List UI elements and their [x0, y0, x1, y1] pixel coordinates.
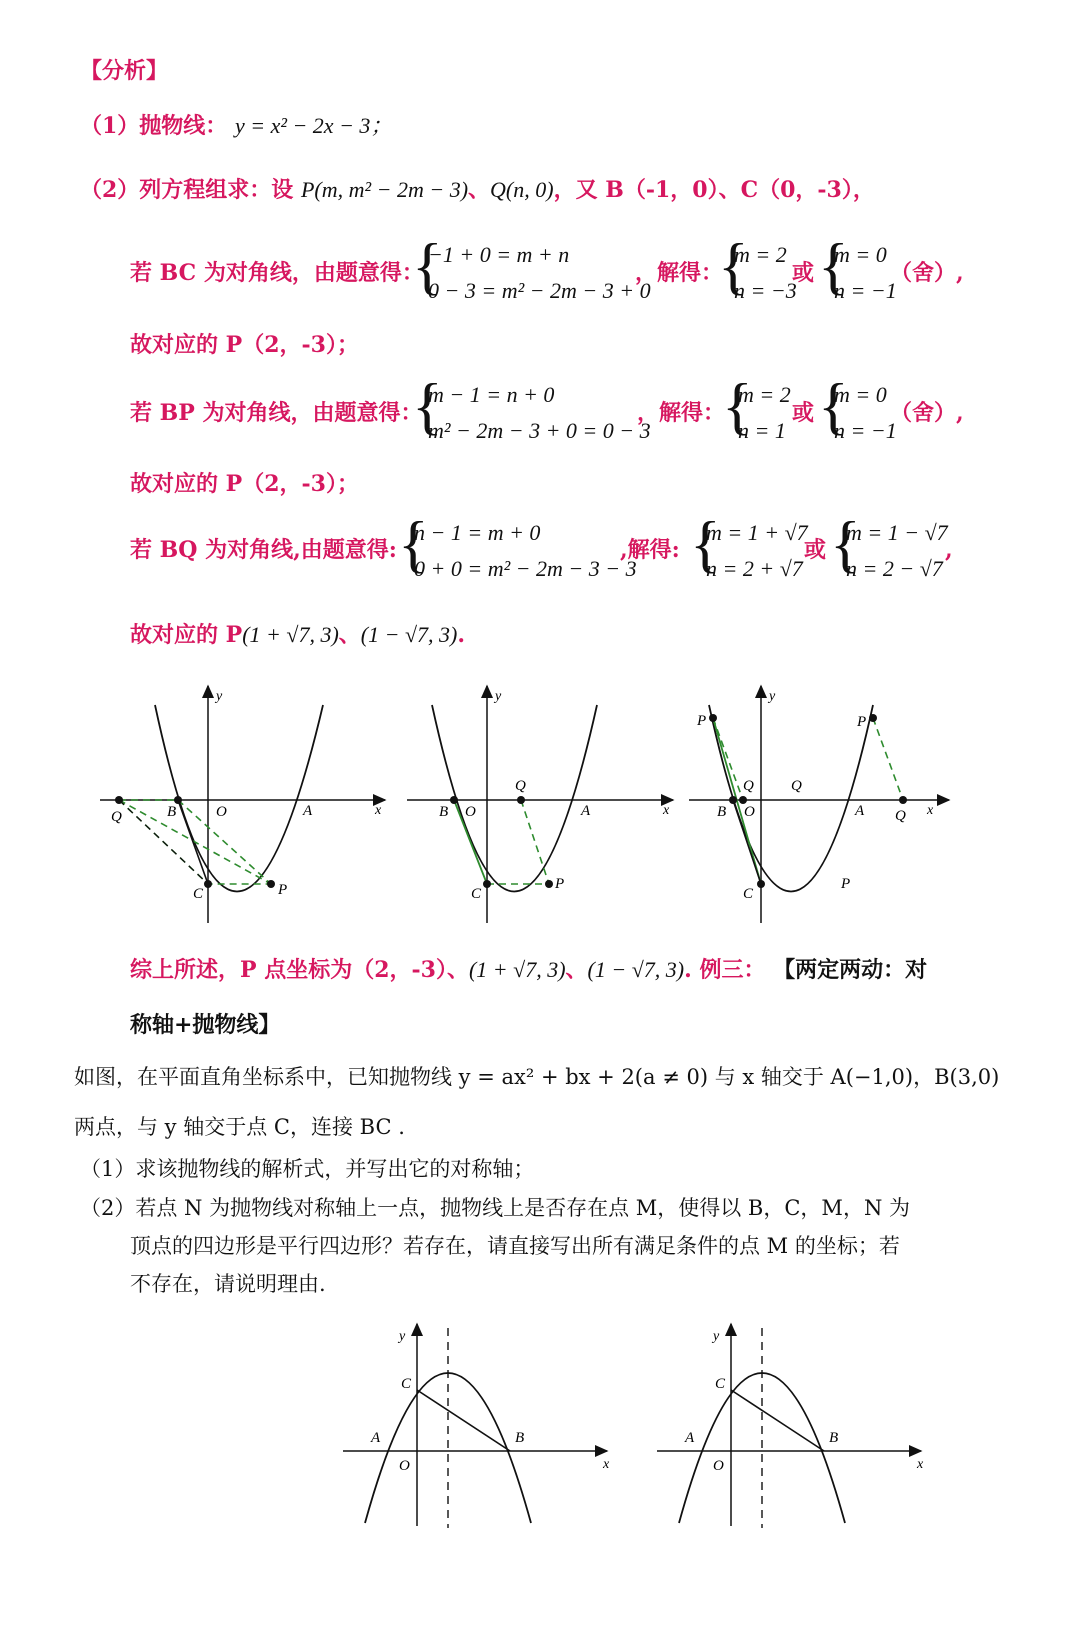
- label-q: Q: [111, 809, 122, 825]
- case-bp-sol2b: n = −1: [834, 418, 897, 443]
- case-bp-reject: （舍）,: [890, 400, 964, 426]
- case-bq-result-end: .: [457, 622, 466, 648]
- part2-sep: 、: [468, 177, 491, 203]
- part1-formula: y = x² − 2x − 3；: [234, 113, 393, 138]
- analysis-header: 【分析】: [80, 58, 169, 84]
- problem-q2-line1: （2）若点 N 为抛物线对称轴上一点，抛物线上是否存在点 M，使得以 B，C，M，N 为: [80, 1196, 910, 1220]
- label-b: B: [167, 804, 177, 820]
- problem-figures: [335, 1318, 955, 1533]
- case-bp-solve: ，解得：: [637, 400, 726, 426]
- green-dashed-lines: [119, 800, 271, 884]
- label-p: P: [555, 876, 565, 892]
- label-x: x: [927, 803, 934, 818]
- point-q2: [899, 796, 907, 804]
- case-bq-eq2: 0 + 0 = m² − 2m − 3 − 3: [414, 556, 637, 581]
- case-bq-eq1: n − 1 = m + 0: [414, 520, 541, 545]
- case-bq-sol2a: m = 1 − √7: [846, 520, 948, 545]
- label-p: P: [278, 882, 288, 898]
- case-bq-sol1a: m = 1 + √7: [706, 520, 808, 545]
- label-o: O: [465, 804, 476, 820]
- label-q2: Q: [895, 808, 906, 824]
- label-q-mid: Q: [791, 778, 802, 794]
- segment-bc: [731, 1390, 824, 1451]
- label-c: C: [193, 886, 204, 902]
- brace-icon: {: [718, 230, 749, 301]
- label-o: O: [216, 804, 227, 820]
- summary-p2: (1 − √7, 3): [587, 957, 685, 982]
- brace-icon: {: [398, 508, 429, 579]
- case-bc-result: 故对应的 P（2，-3）；: [130, 332, 359, 358]
- label-b: B: [439, 804, 449, 820]
- case-bq-result: [130, 622, 465, 648]
- label-a: A: [581, 803, 591, 819]
- case-bp-eq2: m² − 2m − 3 + 0 = 0 − 3: [428, 418, 651, 443]
- case-bq-result-p1: (1 + √7, 3): [242, 622, 339, 647]
- case-bq-solution1: [690, 508, 810, 588]
- label-b: B: [829, 1430, 839, 1446]
- label-c: C: [743, 886, 754, 902]
- label-a: A: [371, 1430, 381, 1446]
- case-bc-eq1: −1 + 0 = m + n: [428, 242, 570, 267]
- case-bq-solve: ,解得:: [620, 537, 680, 563]
- case-bp-system: [412, 370, 651, 450]
- label-o: O: [744, 804, 755, 820]
- case-bc-prefix: 若 BC 为对角线，由题意得：: [130, 260, 424, 286]
- example-tag-line2: 称轴+抛物线】: [130, 1012, 281, 1038]
- label-a: A: [685, 1430, 695, 1446]
- summary-line: [130, 957, 927, 983]
- point-c: [204, 880, 212, 888]
- label-y: y: [216, 689, 223, 704]
- case-bc-or: 或: [792, 260, 815, 286]
- label-o: O: [713, 1458, 724, 1474]
- case-bp-eq1: m − 1 = n + 0: [428, 382, 555, 407]
- label-x: x: [375, 803, 382, 818]
- case-bp-sol2a: m = 0: [834, 382, 887, 407]
- case-bp-sol1b: n = 1: [738, 418, 786, 443]
- case-bp-sol1a: m = 2: [738, 382, 791, 407]
- label-y: y: [399, 1329, 406, 1344]
- label-c: C: [471, 886, 482, 902]
- graph-bc-diagonal: [100, 686, 385, 923]
- point-q: [115, 796, 123, 804]
- brace-icon: {: [412, 230, 443, 301]
- point-p: [545, 880, 553, 888]
- case-bq-or: 或: [804, 537, 827, 563]
- part2-rest: ，又 B（-1，0）、C（0，-3），: [553, 177, 875, 203]
- brace-icon: {: [818, 370, 849, 441]
- summary-end: .: [684, 957, 692, 983]
- case-bp-result: 故对应的 P（2，-3）；: [130, 471, 359, 497]
- problem-figure-right: [657, 1324, 924, 1528]
- label-x: x: [603, 1457, 610, 1472]
- part2-point-q: Q(n, 0): [490, 177, 554, 202]
- label-y: y: [769, 689, 776, 704]
- part2-label: （2）列方程组求：设: [80, 177, 294, 203]
- example-label: 例三：: [699, 957, 766, 983]
- case-bp-or: 或: [792, 400, 815, 426]
- label-p3: P: [841, 876, 851, 892]
- case-bp-solution1: [722, 370, 802, 450]
- case-bq-system: [398, 508, 637, 588]
- label-x: x: [917, 1457, 924, 1472]
- point-b: [174, 796, 182, 804]
- label-p2: P: [857, 714, 867, 730]
- segment-bc: [178, 800, 208, 884]
- case-bc-sol2b: n = −1: [834, 278, 897, 303]
- case-bq-prefix: 若 BQ 为对角线,由题意得:: [130, 537, 397, 563]
- analysis-graphs: [95, 678, 965, 933]
- label-c: C: [401, 1376, 412, 1392]
- point-p1: [709, 714, 717, 722]
- graph-bp-diagonal: [407, 686, 673, 923]
- case-bc-reject: （舍）,: [890, 260, 964, 286]
- point-c: [483, 880, 491, 888]
- summary-prefix: 综上所述，P 点坐标为（2，-3）、: [130, 957, 469, 983]
- brace-icon: {: [690, 508, 721, 579]
- case-bq-sol1b: n = 2 + √7: [706, 556, 803, 581]
- label-q: Q: [515, 778, 526, 794]
- part1-line: [80, 113, 392, 139]
- case-bc-sol1a: m = 2: [734, 242, 787, 267]
- part1-label: （1）抛物线：: [80, 113, 228, 139]
- case-bq-solution2: [830, 508, 950, 588]
- case-bc-sol1b: n = −3: [734, 278, 797, 303]
- point-b: [729, 796, 737, 804]
- green-dashed-lines: [713, 718, 903, 800]
- green-dashed-lines: [487, 800, 549, 884]
- label-y: y: [495, 689, 502, 704]
- case-bq-result-prefix: 故对应的 P: [130, 622, 243, 648]
- case-bq-tail: ,: [945, 537, 953, 563]
- problem-line2: 两点，与 y 轴交于点 C，连接 BC .: [74, 1115, 405, 1139]
- problem-q2-line2: 顶点的四边形是平行四边形？若存在，请直接写出所有满足条件的点 M 的坐标；若: [130, 1234, 900, 1258]
- label-a: A: [303, 803, 313, 819]
- case-bc-system: [412, 230, 651, 310]
- label-c: C: [715, 1376, 726, 1392]
- point-b: [450, 796, 458, 804]
- part2-line: [80, 177, 875, 203]
- brace-icon: {: [818, 230, 849, 301]
- case-bc-eq2: 0 − 3 = m² − 2m − 3 + 0: [428, 278, 651, 303]
- label-p1: P: [697, 713, 707, 729]
- point-c: [757, 880, 765, 888]
- segment-pc: [713, 718, 761, 884]
- case-bp-solution2: [818, 370, 898, 450]
- example-tag-line1: 【两定两动：对: [773, 957, 928, 983]
- graph-bq-diagonal: [689, 686, 949, 923]
- label-b: B: [717, 804, 727, 820]
- case-bq-result-sep: 、: [338, 622, 361, 648]
- point-p2: [869, 714, 877, 722]
- label-b: B: [515, 1430, 525, 1446]
- case-bp-prefix: 若 BP 为对角线，由题意得：: [130, 400, 423, 426]
- case-bc-sol2a: m = 0: [834, 242, 887, 267]
- problem-q2-line3: 不存在，请说明理由.: [130, 1272, 326, 1296]
- label-a: A: [855, 803, 865, 819]
- point-q: [517, 796, 525, 804]
- problem-line1: 如图，在平面直角坐标系中，已知抛物线 y = ax² + bx + 2(a ≠ 0) 与 x 轴交于 A(−1,0)，B(3,0): [74, 1065, 1000, 1089]
- problem-q1: （1）求该抛物线的解析式，并写出它的对称轴；: [80, 1157, 535, 1181]
- case-bc-solution1: [718, 230, 798, 310]
- label-o: O: [399, 1458, 410, 1474]
- point-q1: [739, 796, 747, 804]
- part2-point-p: P(m, m² − 2m − 3): [300, 177, 469, 202]
- label-q1: Q: [743, 778, 754, 794]
- brace-icon: {: [412, 370, 443, 441]
- label-x: x: [663, 803, 670, 818]
- segment-bc: [417, 1390, 510, 1451]
- case-bq-sol2b: n = 2 − √7: [846, 556, 943, 581]
- problem-figure-left: [343, 1324, 610, 1528]
- brace-icon: {: [830, 508, 861, 579]
- point-p: [267, 880, 275, 888]
- case-bc-solution2: [818, 230, 898, 310]
- brace-icon: {: [722, 370, 753, 441]
- label-y: y: [713, 1329, 720, 1344]
- case-bc-solve: ，解得：: [635, 260, 724, 286]
- summary-p1: (1 + √7, 3): [468, 957, 566, 982]
- case-bq-result-p2: (1 − √7, 3): [360, 622, 458, 647]
- summary-sep: 、: [565, 957, 588, 983]
